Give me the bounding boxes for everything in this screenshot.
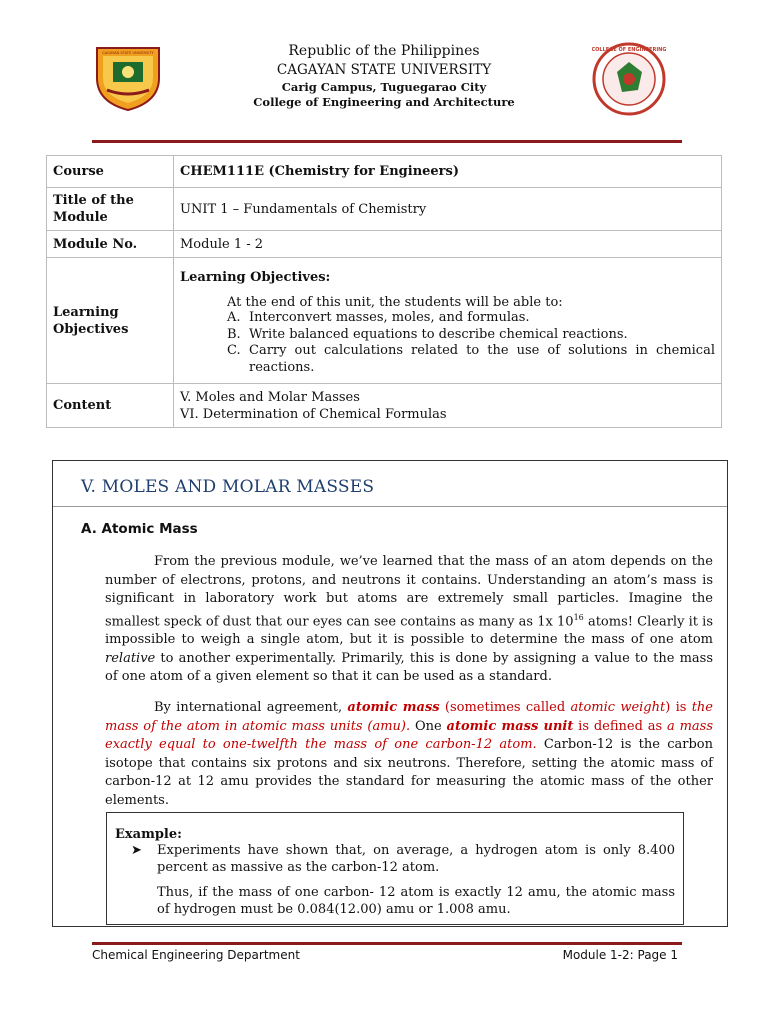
module-info-table (46, 155, 722, 428)
module-no-label: Module No. (47, 231, 174, 258)
footer-page: Module 1-2: Page 1 (562, 948, 678, 962)
term-atomic-mass-unit: atomic mass unit (446, 718, 574, 734)
section-title: V. MOLES AND MOLAR MASSES (81, 477, 375, 497)
svg-text:COLLEGE OF ENGINEERING: COLLEGE OF ENGINEERING (592, 47, 666, 53)
header-college: College of Engineering and Architecture (253, 95, 515, 109)
example-paragraph: Thus, if the mass of one carbon- 12 atom is exactly 12 amu, the atomic mass of hydrogen must be 0.084(12.00) amu or 1.008 amu. (157, 885, 675, 917)
paragraph-definition: By international agreement, atomic mass (sometimes called atomic weight) is the mass of the atom in atomic mass units (amu). One atomic mass unit is defined as a mass exactly equal to one-twelfth the mass of one carbon-12 atom. Carbon-12 is the carbon isotope that contains six protons and six neutrons. Therefore, setting the atomic mass of carbon-12 at 12 amu provides the standard for measuring the atomic mass of the other elements. (105, 700, 713, 808)
content-line: VI. Determination of Chemical Formulas (180, 406, 447, 422)
header-divider (92, 140, 682, 143)
course-value: CHEM111E (Chemistry for Engineers) (174, 156, 722, 188)
module-no-value: Module 1 - 2 (174, 231, 722, 258)
header-republic: Republic of the Philippines (288, 43, 480, 59)
title-label: Title of the Module (47, 188, 174, 231)
term-atomic-mass: atomic mass (347, 700, 440, 715)
header-campus: Carig Campus, Tuguegarao City (281, 80, 487, 94)
arrow-bullet-icon: ➤ (131, 843, 142, 858)
example-heading: Example: (115, 827, 182, 842)
content-label: Content (47, 384, 174, 428)
objective-item: A. Interconvert masses, moles, and formulas. (227, 310, 530, 325)
content-line: V. Moles and Molar Masses (180, 389, 360, 405)
footer-department: Chemical Engineering Department (92, 948, 300, 962)
example-box (106, 812, 684, 925)
example-bullet: ➤ Experiments have shown that, on average, a hydrogen atom is only 8.400 percent as massive as the carbon-12 atom. (131, 843, 675, 875)
objective-item: B. Write balanced equations to describe chemical reactions. (227, 326, 628, 342)
header-university: CAGAYAN STATE UNIVERSITY (276, 62, 492, 78)
subsection-heading: A. Atomic Mass (81, 521, 198, 537)
objective-item: C. Carry out calculations related to the use of solutions in chemical reactions. (227, 343, 715, 375)
course-label: Course (47, 156, 174, 188)
section-title-row (53, 461, 727, 507)
footer-divider (92, 942, 682, 945)
learning-objectives-cell (174, 258, 722, 384)
section-box (52, 460, 728, 927)
learning-objectives-heading: Learning Objectives: (180, 270, 331, 285)
learning-objectives-label: Learning Objectives (47, 258, 174, 384)
svg-text:CAGAYAN STATE UNIVERSITY: CAGAYAN STATE UNIVERSITY (102, 51, 154, 55)
learning-objectives-intro: At the end of this unit, the students will be able to: (227, 295, 563, 310)
content-value (174, 384, 722, 428)
objective-list (227, 310, 715, 376)
paragraph-intro: From the previous module, we’ve learned that the mass of an atom depends on the number of electrons, protons, and neutrons it contains. Understanding an atom’s mass is significant in laboratory work but atoms are extremely small particles. Imagine the smallest speck of dust that our eyes can see contains as many as 1x $10^{16}$ atoms! Clearly it is impossible to weigh a single atom, but it is possible to determine the mass of one atom relative to another experimentally. Primarily, this is done by assigning a value to the mass of one atom of a given element so that it can be used as a standard. (105, 554, 713, 685)
title-value: UNIT 1 – Fundamentals of Chemistry (174, 188, 722, 231)
